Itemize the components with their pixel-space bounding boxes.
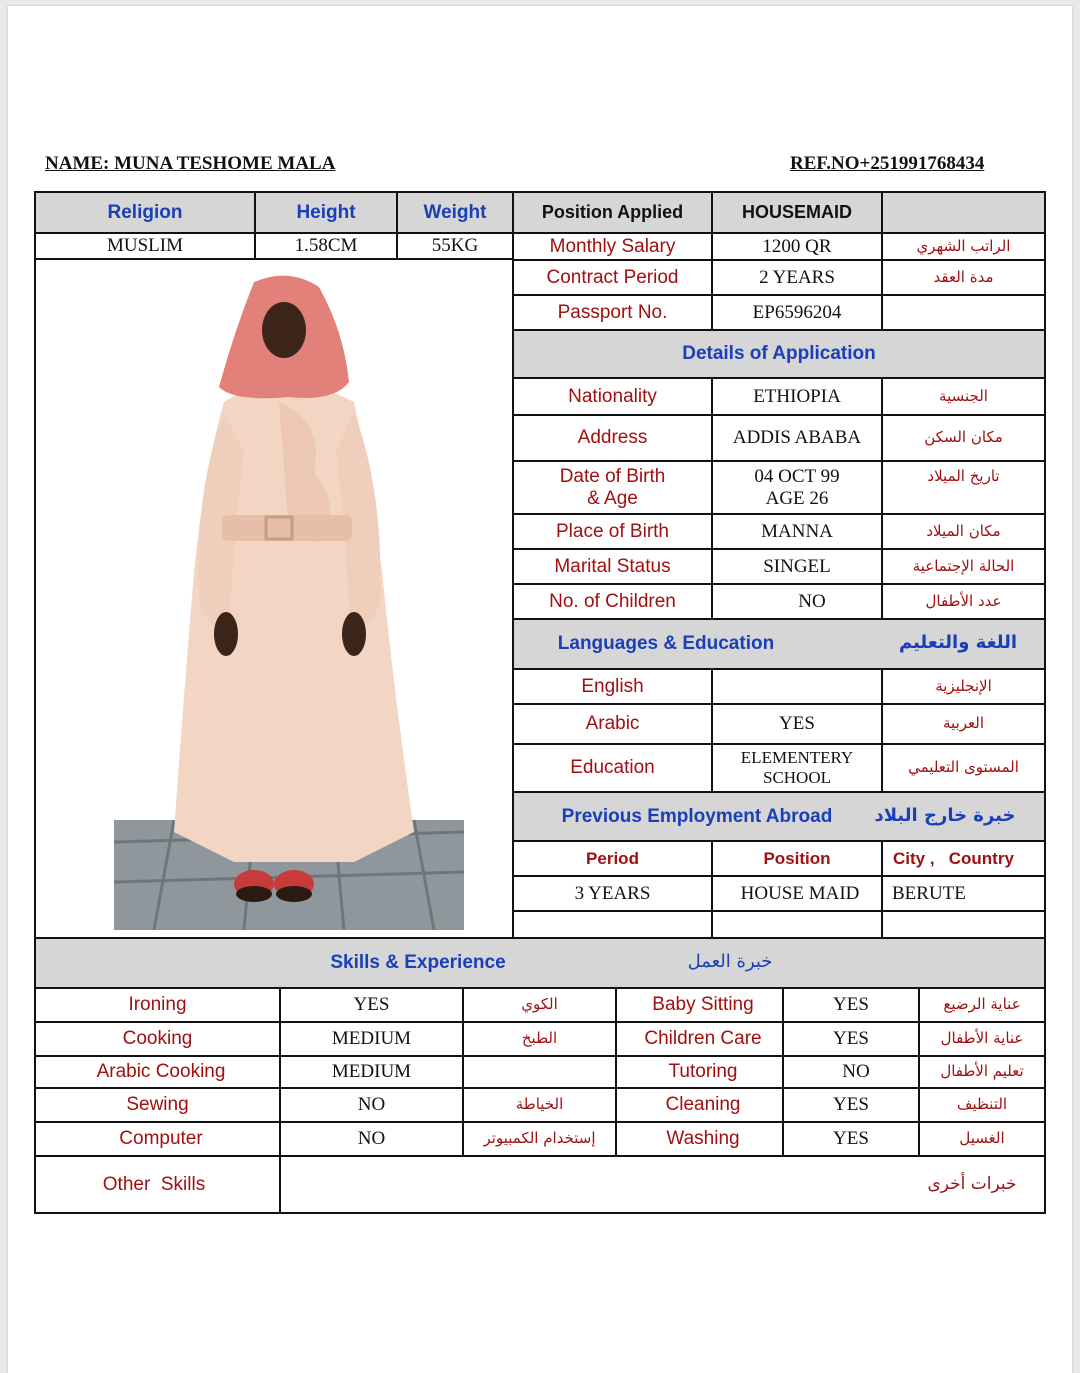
nationality-value: ETHIOPIA xyxy=(753,385,841,407)
skill-ironing-label: Ironing xyxy=(128,994,187,1016)
reference-number: REF.NO+251991768434 xyxy=(790,153,985,174)
dob-date: 04 OCT 99 xyxy=(754,465,840,487)
contract-period-arabic: مدة العقد xyxy=(933,267,994,286)
skill-washing-arabic: الغسيل xyxy=(959,1129,1005,1148)
dob-label-line1: Date of Birth xyxy=(559,465,666,487)
religion-label: Religion xyxy=(107,201,183,223)
english-label: English xyxy=(581,675,644,697)
employment-period: 3 YEARS xyxy=(574,882,651,904)
skill-sewing-value: NO xyxy=(357,1094,386,1116)
skill-cleaning-label: Cleaning xyxy=(665,1094,741,1116)
monthly-salary-label: Monthly Salary xyxy=(549,235,676,257)
arabic-arabic: العربية xyxy=(943,714,984,733)
position-header: Position xyxy=(763,848,831,868)
skill-arabic-cooking-arabic xyxy=(464,1057,615,1087)
skill-baby-sitting-value: YES xyxy=(833,994,869,1016)
rule xyxy=(512,910,1046,912)
languages-title-arabic: اللغة والتعليم xyxy=(898,631,1018,653)
nationality-label: Nationality xyxy=(568,385,657,407)
arabic-value: YES xyxy=(779,713,815,735)
skill-sewing-arabic: الخياطة xyxy=(515,1095,564,1114)
employment-position: HOUSE MAID xyxy=(740,882,860,904)
weight-value: 55KG xyxy=(431,235,479,257)
skill-arabic-cooking-value: MEDIUM xyxy=(331,1061,412,1083)
skill-ironing-value: YES xyxy=(353,994,390,1016)
skill-computer-label: Computer xyxy=(119,1128,203,1150)
weight-label: Weight xyxy=(423,201,487,223)
marital-status-label: Marital Status xyxy=(554,555,671,577)
height-label: Height xyxy=(296,201,356,223)
place-of-birth-arabic: مكان الميلاد xyxy=(926,521,1001,540)
monthly-salary-value: 1200 QR xyxy=(762,235,832,257)
candidate-name: NAME: MUNA TESHOME MALA xyxy=(45,153,336,174)
other-skills-label: Other Skills xyxy=(102,1173,206,1195)
dob-value xyxy=(713,462,881,513)
employment-city: BERUTE xyxy=(892,882,966,904)
place-of-birth-value: MANNA xyxy=(761,520,833,542)
skill-computer-arabic: إستخدام الكمبيوتر xyxy=(483,1129,596,1148)
border-bottom xyxy=(34,1212,1046,1214)
children-label: No. of Children xyxy=(549,590,676,612)
skill-tutoring-arabic: تعليم الأطفال xyxy=(940,1062,1024,1081)
skills-band xyxy=(35,938,1045,988)
address-label: Address xyxy=(577,427,648,449)
children-value: NO xyxy=(798,590,826,612)
position-applied-value: HOUSEMAID xyxy=(741,202,852,223)
religion-value: MUSLIM xyxy=(106,235,183,257)
skill-cooking-label: Cooking xyxy=(122,1028,193,1050)
education-line1: ELEMENTERY xyxy=(740,748,854,768)
details-title: Details of Application xyxy=(682,343,876,365)
skill-tutoring-label: Tutoring xyxy=(668,1061,738,1083)
city-country-header: City , Country xyxy=(893,848,1014,868)
children-arabic: عدد الأطفال xyxy=(925,591,1002,610)
monthly-salary-arabic: الراتب الشهري xyxy=(916,236,1011,255)
rule xyxy=(34,258,514,260)
employment-title: Previous Employment Abroad xyxy=(561,805,833,827)
skill-children-care-label: Children Care xyxy=(644,1028,762,1050)
marital-status-value: SINGEL xyxy=(763,555,831,577)
education-arabic: المستوى التعليمي xyxy=(908,758,1019,777)
skill-cooking-arabic: الطبخ xyxy=(521,1029,558,1048)
skill-computer-value: NO xyxy=(357,1128,386,1150)
skill-cleaning-value: YES xyxy=(833,1094,869,1116)
arabic-label: Arabic xyxy=(585,713,640,735)
contract-period-value: 2 YEARS xyxy=(759,266,835,288)
skill-washing-value: YES xyxy=(833,1128,869,1150)
skill-arabic-cooking-label: Arabic Cooking xyxy=(96,1061,226,1083)
skill-cleaning-arabic: التنظيف xyxy=(956,1095,1008,1114)
dob-label-line2: & Age xyxy=(587,487,638,509)
skill-ironing-arabic: الكوي xyxy=(521,995,558,1014)
marital-status-arabic: الحالة الإجتماعية xyxy=(912,556,1015,575)
skill-cooking-value: MEDIUM xyxy=(331,1028,412,1050)
skill-baby-sitting-label: Baby Sitting xyxy=(652,994,754,1016)
english-value xyxy=(713,670,881,703)
skill-sewing-label: Sewing xyxy=(126,1094,189,1116)
passport-value: EP6596204 xyxy=(752,301,842,323)
skill-children-care-arabic: عناية الأطفال xyxy=(940,1029,1024,1048)
english-arabic: الإنجليزية xyxy=(935,676,992,695)
height-value: 1.58CM xyxy=(294,235,358,257)
dob-arabic: تاريخ الميلاد xyxy=(927,467,1000,486)
nationality-arabic: الجنسية xyxy=(939,386,988,405)
skills-title: Skills & Experience xyxy=(330,952,506,974)
contract-period-label: Contract Period xyxy=(546,266,679,288)
skills-title-arabic: خبرة العمل xyxy=(687,950,773,972)
address-arabic: مكان السكن xyxy=(924,428,1003,447)
address-value: ADDIS ABABA xyxy=(732,427,862,449)
period-header: Period xyxy=(586,848,639,868)
employment-title-arabic: خبرة خارج البلاد xyxy=(874,805,1016,827)
skill-washing-label: Washing xyxy=(666,1128,740,1150)
dob-age: AGE 26 xyxy=(765,487,829,509)
skill-baby-sitting-arabic: عناية الرضيع xyxy=(943,995,1021,1014)
education-line2: SCHOOL xyxy=(762,768,831,787)
passport-label: Passport No. xyxy=(557,301,668,323)
candidate-photo xyxy=(114,272,464,930)
skill-tutoring-value: NO xyxy=(842,1061,870,1083)
place-of-birth-label: Place of Birth xyxy=(556,520,669,542)
education-value xyxy=(713,745,881,791)
position-applied-label: Position Applied xyxy=(541,202,684,223)
other-skills-arabic: خبرات أخرى xyxy=(927,1173,1017,1194)
dob-label xyxy=(514,462,711,513)
education-label: Education xyxy=(570,757,655,779)
rule xyxy=(34,937,1046,939)
languages-title: Languages & Education xyxy=(557,633,775,655)
skill-children-care-value: YES xyxy=(833,1028,869,1050)
